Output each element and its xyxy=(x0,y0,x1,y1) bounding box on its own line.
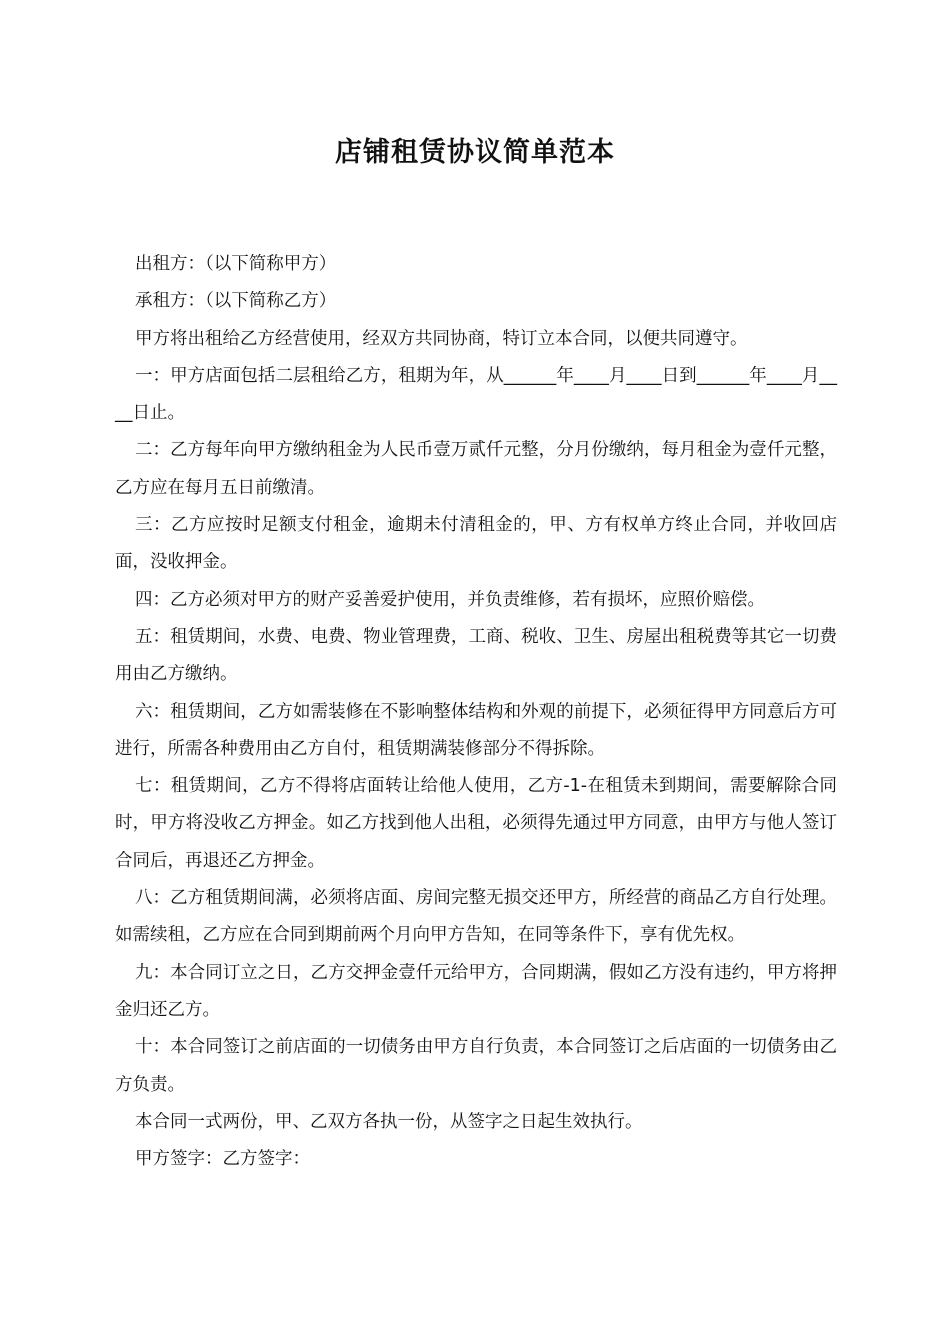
clause-9: 九：本合同订立之日，乙方交押金壹仟元给甲方，合同期满，假如乙方没有违约，甲方将押金归还乙方。 xyxy=(115,962,837,1020)
document-title: 店铺租赁协议简单范本 xyxy=(335,137,615,168)
lessor-line: 出租方：（以下简称甲方） xyxy=(135,254,337,274)
clause-7: 七：租赁期间，乙方不得将店面转让给他人使用，乙方-1-在租赁未到期间，需要解除合同时，甲方将没收乙方押金。如乙方找到他人出租，必须得先通过甲方同意，由甲方与他人签订合同后，再退还乙方押金。 xyxy=(115,776,837,871)
lessee-line: 承租方：（以下简称乙方） xyxy=(135,291,337,312)
document-body xyxy=(115,246,837,1178)
preamble-paragraph: 甲方将出租给乙方经营使用，经双方共同协商，特订立本合同，以便共同遵守。 xyxy=(135,328,748,349)
clause-8: 八：乙方租赁期间满，必须将店面、房间完整无损交还甲方，所经营的商品乙方自行处理。如需续租，乙方应在合同到期前两个月向甲方告知，在同等条件下，享有优先权。 xyxy=(115,888,837,946)
clause-1: 一：甲方店面包括二层租给乙方，租期为年，从______年____月____日到______年____月____日止。 xyxy=(115,365,837,424)
clause-6: 六：租赁期间，乙方如需装修在不影响整体结构和外观的前提下，必须征得甲方同意后方可进行，所需各种费用由乙方自付，租赁期满装修部分不得拆除。 xyxy=(115,701,837,759)
clause-3: 三：乙方应按时足额支付租金，逾期未付清租金的，甲、方有权单方终止合同，并收回店面，没收押金。 xyxy=(115,515,837,573)
copies-paragraph: 本合同一式两份，甲、乙双方各执一份，从签字之日起生效执行。 xyxy=(135,1111,643,1132)
clause-2: 二：乙方每年向甲方缴纳租金为人民币壹万贰仟元整，分月份缴纳，每月租金为壹仟元整，乙方应在每月五日前缴清。 xyxy=(115,440,837,498)
clause-10: 十：本合同签订之前店面的一切债务由甲方自行负责，本合同签订之后店面的一切债务由乙方负责。 xyxy=(115,1037,837,1095)
clause-4: 四：乙方必须对甲方的财产妥善爱护使用，并负责维修，若有损坏，应照价赔偿。 xyxy=(135,589,765,610)
signature-line: 甲方签字：乙方签字： xyxy=(135,1149,310,1170)
clause-5: 五：租赁期间，水费、电费、物业管理费，工商、税收、卫生、房屋出租税费等其它一切费用由乙方缴纳。 xyxy=(115,626,837,685)
